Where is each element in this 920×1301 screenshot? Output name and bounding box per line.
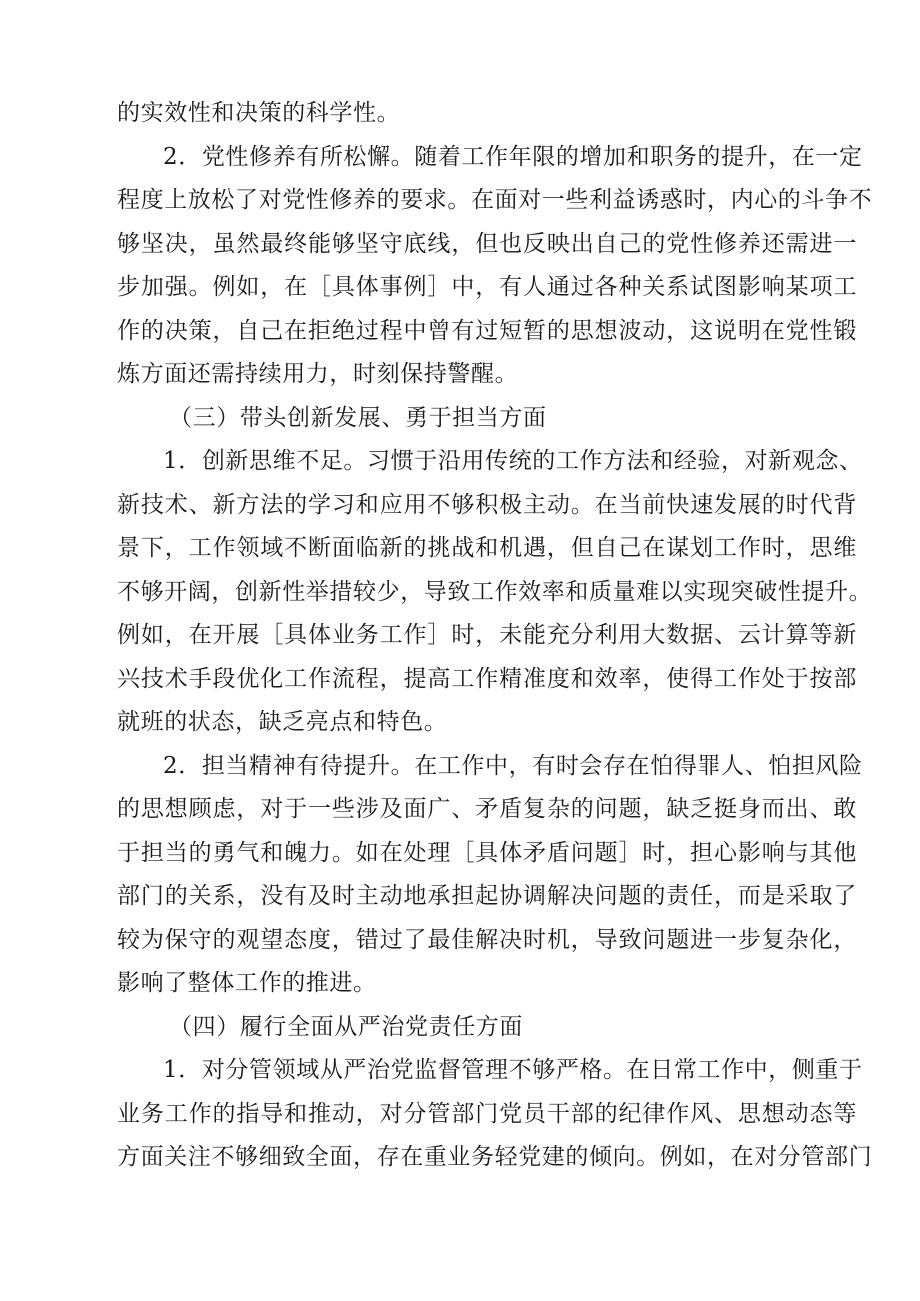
text-line: 影响了整体工作的推进。 xyxy=(117,970,377,996)
text-line: 1．对分管领域从严治党监督管理不够严格。在日常工作中，侧重于 xyxy=(163,1057,863,1083)
text-line: 程度上放松了对党性修养的要求。在面对一些利益诱惑时，内心的斗争不 xyxy=(117,187,873,213)
text-line: 就班的状态，缺乏亮点和特色。 xyxy=(117,709,448,735)
text-line: 1．创新思维不足。习惯于沿用传统的工作方法和经验，对新观念、 xyxy=(163,448,863,474)
text-line: 步加强。例如，在［具体事例］中，有人通过各种关系试图影响某项工 xyxy=(117,274,857,300)
text-line: 2．担当精神有待提升。在工作中，有时会存在怕得罪人、怕担风险 xyxy=(163,752,863,779)
text-line: 方面关注不够细致全面，存在重业务轻党建的倾向。例如，在对分管部门 xyxy=(117,1144,873,1170)
text-line: 作的决策，自己在拒绝过程中曾有过短暂的思想波动，这说明在党性锻 xyxy=(117,317,857,344)
text-line: 不够开阔，创新性举措较少，导致工作效率和质量难以实现突破性提升。 xyxy=(117,578,873,605)
document-body xyxy=(117,92,873,1180)
document-page xyxy=(117,92,873,1180)
text-line: 炼方面还需持续用力，时刻保持警醒。 xyxy=(117,361,519,387)
text-line: 部门的关系，没有及时主动地承担起协调解决问题的责任，而是采取了 xyxy=(117,883,857,909)
text-line: 较为保守的观望态度，错过了最佳解决时机，导致问题进一步复杂化， xyxy=(117,926,857,953)
text-line: 2．党性修养有所松懈。随着工作年限的增加和职务的提升，在一定 xyxy=(163,143,863,170)
text-line: 新技术、新方法的学习和应用不够积极主动。在当前快速发展的时代背 xyxy=(117,491,857,518)
text-line: 业务工作的指导和推动，对分管部门党员干部的纪律作风、思想动态等 xyxy=(117,1100,857,1127)
text-line: 例如，在开展［具体业务工作］时，未能充分利用大数据、云计算等新 xyxy=(117,622,857,648)
text-line: 景下，工作领域不断面临新的挑战和机遇，但自己在谋划工作时，思维 xyxy=(117,535,857,561)
text-line: 的实效性和决策的科学性。 xyxy=(117,100,401,126)
text-line: 于担当的勇气和魄力。如在处理［具体矛盾问题］时，担心影响与其他 xyxy=(117,839,857,866)
text-line: 的思想顾虑，对于一些涉及面广、矛盾复杂的问题，缺乏挺身而出、敢 xyxy=(117,796,857,822)
section-heading: （四）履行全面从严治党责任方面 xyxy=(169,1013,523,1040)
section-heading: （三）带头创新发展、勇于担当方面 xyxy=(169,404,547,431)
text-line: 兴技术手段优化工作流程，提高工作精准度和效率，使得工作处于按部 xyxy=(117,665,857,692)
text-line: 够坚决，虽然最终能够坚守底线，但也反映出自己的党性修养还需进一 xyxy=(117,230,857,257)
